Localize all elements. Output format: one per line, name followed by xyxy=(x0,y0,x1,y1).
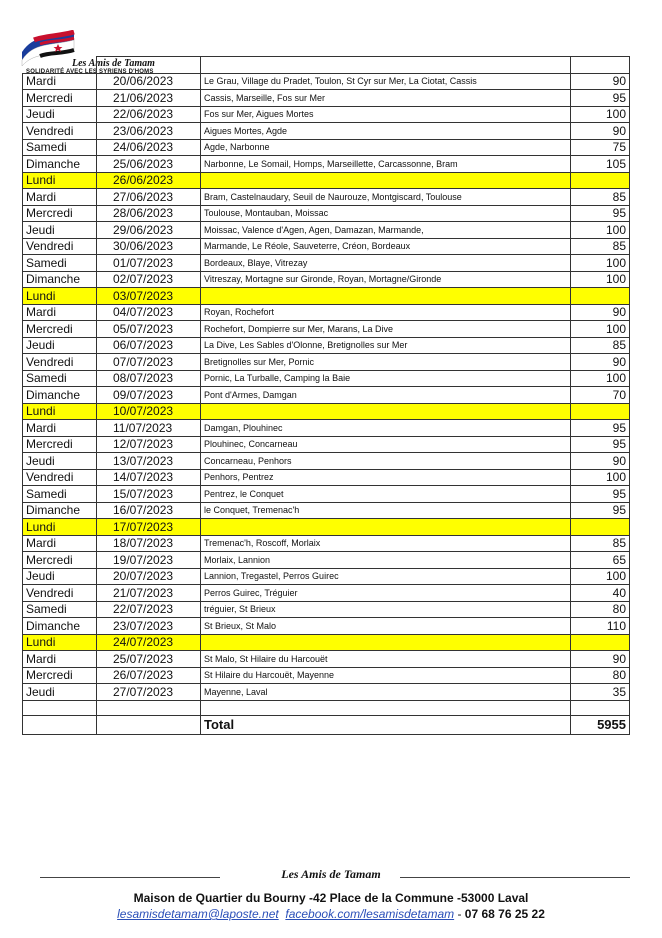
total-row xyxy=(23,715,630,734)
route-cell: Bram, Castelnaudary, Seuil de Naurouze, Montgiscard, Toulouse xyxy=(201,189,571,206)
route-cell: Lannion, Tregastel, Perros Guirec xyxy=(201,568,571,585)
table-row xyxy=(23,222,630,239)
date-cell: 01/07/2023 xyxy=(97,255,201,272)
route-cell: Aigues Mortes, Agde xyxy=(201,123,571,140)
day-cell: Jeudi xyxy=(23,568,97,585)
date-cell: 27/07/2023 xyxy=(97,684,201,701)
table-row xyxy=(23,90,630,107)
day-cell: Vendredi xyxy=(23,469,97,486)
table-row xyxy=(23,238,630,255)
table-row xyxy=(23,106,630,123)
day-cell: Jeudi xyxy=(23,106,97,123)
day-cell: Mercredi xyxy=(23,667,97,684)
table-row xyxy=(23,453,630,470)
table-row xyxy=(23,469,630,486)
route-cell: Plouhinec, Concarneau xyxy=(201,436,571,453)
km-cell: 100 xyxy=(571,321,630,338)
table-row xyxy=(23,436,630,453)
route-cell: Mayenne, Laval xyxy=(201,684,571,701)
km-cell: 100 xyxy=(571,568,630,585)
table-row xyxy=(23,420,630,437)
km-cell xyxy=(571,288,630,305)
km-cell: 35 xyxy=(571,684,630,701)
table-row xyxy=(23,502,630,519)
route-cell xyxy=(201,519,571,536)
table-row xyxy=(23,271,630,288)
km-cell: 90 xyxy=(571,453,630,470)
contact-separator: - xyxy=(454,907,465,921)
route-cell: le Conquet, Tremenac'h xyxy=(201,502,571,519)
km-cell: 95 xyxy=(571,420,630,437)
km-cell: 85 xyxy=(571,189,630,206)
table-row xyxy=(23,304,630,321)
table-row xyxy=(23,288,630,305)
day-cell: Samedi xyxy=(23,486,97,503)
date-cell: 05/07/2023 xyxy=(97,321,201,338)
total-label: Total xyxy=(201,715,571,734)
km-cell: 85 xyxy=(571,337,630,354)
date-cell: 20/07/2023 xyxy=(97,568,201,585)
table-row xyxy=(23,552,630,569)
route-cell: Agde, Narbonne xyxy=(201,139,571,156)
table-row xyxy=(23,189,630,206)
table-row xyxy=(23,585,630,602)
day-cell: Dimanche xyxy=(23,618,97,635)
day-cell: Lundi xyxy=(23,172,97,189)
route-cell: La Dive, Les Sables d'Olonne, Bretignolles sur Mer xyxy=(201,337,571,354)
km-cell: 80 xyxy=(571,667,630,684)
schedule-table xyxy=(22,56,630,735)
km-cell: 95 xyxy=(571,205,630,222)
date-cell: 08/07/2023 xyxy=(97,370,201,387)
km-cell: 90 xyxy=(571,123,630,140)
route-cell: Toulouse, Montauban, Moissac xyxy=(201,205,571,222)
table-row xyxy=(23,651,630,668)
date-cell: 24/07/2023 xyxy=(97,634,201,651)
date-cell: 28/06/2023 xyxy=(97,205,201,222)
day-cell: Vendredi xyxy=(23,123,97,140)
table-row xyxy=(23,139,630,156)
date-cell: 24/06/2023 xyxy=(97,139,201,156)
date-cell: 21/06/2023 xyxy=(97,90,201,107)
date-cell: 12/07/2023 xyxy=(97,436,201,453)
route-cell: Bordeaux, Blaye, Vitrezay xyxy=(201,255,571,272)
day-cell: Jeudi xyxy=(23,222,97,239)
route-cell: Fos sur Mer, Aigues Mortes xyxy=(201,106,571,123)
day-cell: Samedi xyxy=(23,601,97,618)
date-cell: 04/07/2023 xyxy=(97,304,201,321)
table-row xyxy=(23,618,630,635)
day-cell: Jeudi xyxy=(23,337,97,354)
route-cell xyxy=(201,403,571,420)
day-cell: Mardi xyxy=(23,651,97,668)
km-cell: 95 xyxy=(571,502,630,519)
km-cell: 85 xyxy=(571,535,630,552)
route-cell: Pornic, La Turballe, Camping la Baie xyxy=(201,370,571,387)
day-cell: Samedi xyxy=(23,370,97,387)
table-row xyxy=(23,354,630,371)
footer-org-name: Les Amis de Tamam xyxy=(281,867,381,881)
table-row xyxy=(23,205,630,222)
footer-address: Maison de Quartier du Bourny -42 Place de la Commune -53000 Laval xyxy=(133,891,529,905)
table-row xyxy=(23,73,630,90)
route-cell: Vitreszay, Mortagne sur Gironde, Royan, Mortagne/Gironde xyxy=(201,271,571,288)
km-cell xyxy=(571,634,630,651)
table-row xyxy=(23,370,630,387)
date-cell: 23/06/2023 xyxy=(97,123,201,140)
km-cell: 100 xyxy=(571,271,630,288)
date-cell: 26/06/2023 xyxy=(97,172,201,189)
date-cell: 25/07/2023 xyxy=(97,651,201,668)
date-cell: 19/07/2023 xyxy=(97,552,201,569)
route-cell: Narbonne, Le Somail, Homps, Marseillette, Carcassonne, Bram xyxy=(201,156,571,173)
day-cell: Mercredi xyxy=(23,90,97,107)
date-cell: 10/07/2023 xyxy=(97,403,201,420)
blank-row xyxy=(23,700,630,715)
km-cell: 40 xyxy=(571,585,630,602)
day-cell: Jeudi xyxy=(23,684,97,701)
date-cell: 20/06/2023 xyxy=(97,73,201,90)
table-row xyxy=(23,634,630,651)
day-cell: Mercredi xyxy=(23,552,97,569)
date-cell: 09/07/2023 xyxy=(97,387,201,404)
km-cell: 70 xyxy=(571,387,630,404)
km-cell: 80 xyxy=(571,601,630,618)
route-cell: Perros Guirec, Tréguier xyxy=(201,585,571,602)
date-cell: 26/07/2023 xyxy=(97,667,201,684)
date-cell: 14/07/2023 xyxy=(97,469,201,486)
day-cell: Mercredi xyxy=(23,436,97,453)
date-cell: 03/07/2023 xyxy=(97,288,201,305)
route-cell: St Brieux, St Malo xyxy=(201,618,571,635)
route-cell xyxy=(201,634,571,651)
route-cell: St Malo, St Hilaire du Harcouët xyxy=(201,651,571,668)
table-row xyxy=(23,519,630,536)
km-cell: 90 xyxy=(571,651,630,668)
day-cell: Vendredi xyxy=(23,354,97,371)
date-cell: 16/07/2023 xyxy=(97,502,201,519)
date-cell: 18/07/2023 xyxy=(97,535,201,552)
table-row xyxy=(23,667,630,684)
facebook-link[interactable]: facebook.com/lesamisdetamam xyxy=(285,907,455,921)
route-cell: Morlaix, Lannion xyxy=(201,552,571,569)
day-cell: Mardi xyxy=(23,420,97,437)
route-cell: Pont d'Armes, Damgan xyxy=(201,387,571,404)
table-row xyxy=(23,684,630,701)
km-cell: 75 xyxy=(571,139,630,156)
km-cell: 85 xyxy=(571,238,630,255)
date-cell: 17/07/2023 xyxy=(97,519,201,536)
date-cell: 23/07/2023 xyxy=(97,618,201,635)
footer-contact xyxy=(0,907,662,921)
day-cell: Mardi xyxy=(23,189,97,206)
date-cell: 15/07/2023 xyxy=(97,486,201,503)
date-cell: 22/06/2023 xyxy=(97,106,201,123)
km-cell: 90 xyxy=(571,304,630,321)
route-cell: St Hilaire du Harcouët, Mayenne xyxy=(201,667,571,684)
email-link[interactable]: lesamisdetamam@laposte.net xyxy=(117,907,279,921)
day-cell: Vendredi xyxy=(23,238,97,255)
table-row xyxy=(23,255,630,272)
km-cell: 100 xyxy=(571,106,630,123)
day-cell: Lundi xyxy=(23,403,97,420)
km-cell xyxy=(571,403,630,420)
route-cell: tréguier, St Brieux xyxy=(201,601,571,618)
schedule-body xyxy=(23,57,630,701)
date-cell: 11/07/2023 xyxy=(97,420,201,437)
table-row xyxy=(23,535,630,552)
table-row xyxy=(23,321,630,338)
day-cell: Vendredi xyxy=(23,585,97,602)
km-cell: 100 xyxy=(571,222,630,239)
route-cell: Concarneau, Penhors xyxy=(201,453,571,470)
table-row xyxy=(23,486,630,503)
route-cell: Pentrez, le Conquet xyxy=(201,486,571,503)
km-cell: 95 xyxy=(571,90,630,107)
route-cell: Damgan, Plouhinec xyxy=(201,420,571,437)
day-cell: Lundi xyxy=(23,288,97,305)
route-cell: Royan, Rochefort xyxy=(201,304,571,321)
date-cell: 02/07/2023 xyxy=(97,271,201,288)
date-cell: 13/07/2023 xyxy=(97,453,201,470)
km-cell: 90 xyxy=(571,73,630,90)
day-cell: Mardi xyxy=(23,73,97,90)
table-row xyxy=(23,568,630,585)
total-value: 5955 xyxy=(571,715,630,734)
day-cell: Mercredi xyxy=(23,205,97,222)
org-subtitle: SOLIDARITÉ AVEC LES SYRIENS D'HOMS xyxy=(26,69,154,75)
day-cell: Mercredi xyxy=(23,321,97,338)
date-cell: 27/06/2023 xyxy=(97,189,201,206)
km-cell: 95 xyxy=(571,486,630,503)
route-cell: Marmande, Le Réole, Sauveterre, Créon, Bordeaux xyxy=(201,238,571,255)
table-row xyxy=(23,172,630,189)
date-cell: 30/06/2023 xyxy=(97,238,201,255)
phone-number: 07 68 76 25 22 xyxy=(464,907,545,921)
table-row xyxy=(23,403,630,420)
day-cell: Dimanche xyxy=(23,502,97,519)
km-cell: 110 xyxy=(571,618,630,635)
date-cell: 21/07/2023 xyxy=(97,585,201,602)
km-cell xyxy=(571,519,630,536)
route-cell: Moissac, Valence d'Agen, Agen, Damazan, Marmande, xyxy=(201,222,571,239)
route-cell: Cassis, Marseille, Fos sur Mer xyxy=(201,90,571,107)
table-row xyxy=(23,387,630,404)
table-row xyxy=(23,123,630,140)
km-cell xyxy=(571,172,630,189)
org-title: Les Amis de Tamam xyxy=(72,58,155,69)
table-row xyxy=(23,156,630,173)
day-cell: Mardi xyxy=(23,535,97,552)
date-cell: 29/06/2023 xyxy=(97,222,201,239)
day-cell: Mardi xyxy=(23,304,97,321)
table-row xyxy=(23,601,630,618)
day-cell: Dimanche xyxy=(23,387,97,404)
km-cell: 100 xyxy=(571,370,630,387)
day-cell: Samedi xyxy=(23,139,97,156)
km-cell: 95 xyxy=(571,436,630,453)
km-cell: 105 xyxy=(571,156,630,173)
day-cell: Dimanche xyxy=(23,271,97,288)
date-cell: 25/06/2023 xyxy=(97,156,201,173)
table-row xyxy=(23,337,630,354)
route-cell xyxy=(201,288,571,305)
route-cell: Le Grau, Village du Pradet, Toulon, St Cyr sur Mer, La Ciotat, Cassis xyxy=(201,73,571,90)
km-cell: 100 xyxy=(571,255,630,272)
date-cell: 06/07/2023 xyxy=(97,337,201,354)
day-cell: Lundi xyxy=(23,634,97,651)
day-cell: Samedi xyxy=(23,255,97,272)
day-cell: Jeudi xyxy=(23,453,97,470)
km-cell: 100 xyxy=(571,469,630,486)
day-cell: Dimanche xyxy=(23,156,97,173)
route-cell: Tremenac'h, Roscoff, Morlaix xyxy=(201,535,571,552)
km-cell: 90 xyxy=(571,354,630,371)
date-cell: 07/07/2023 xyxy=(97,354,201,371)
date-cell: 22/07/2023 xyxy=(97,601,201,618)
route-cell: Bretignolles sur Mer, Pornic xyxy=(201,354,571,371)
route-cell: Penhors, Pentrez xyxy=(201,469,571,486)
header-blank-row xyxy=(23,57,630,74)
day-cell: Lundi xyxy=(23,519,97,536)
route-cell: Rochefort, Dompierre sur Mer, Marans, La Dive xyxy=(201,321,571,338)
km-cell: 65 xyxy=(571,552,630,569)
route-cell xyxy=(201,172,571,189)
